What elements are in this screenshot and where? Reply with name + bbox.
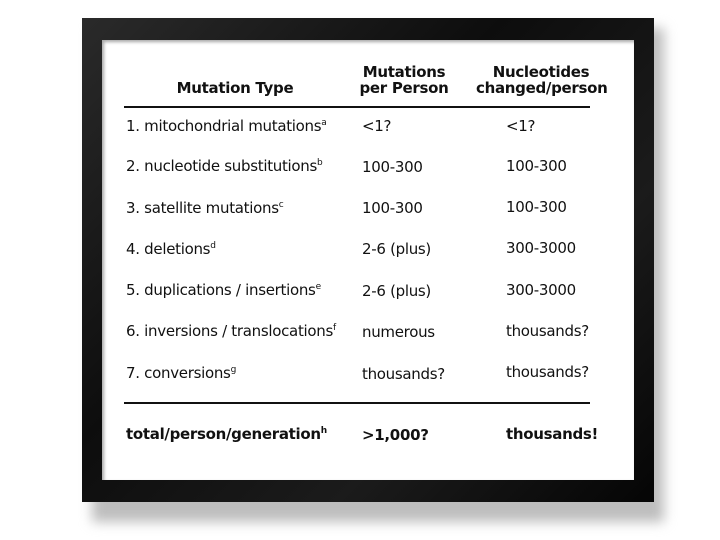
- table-row-mutations: 100-300: [362, 199, 423, 217]
- header-nucleotides-line2: changed/person: [476, 79, 608, 97]
- total-row-label: total/person/generation$^h$: [126, 425, 327, 443]
- table-row-nucleotides: 100-300: [506, 157, 567, 175]
- table-row-nucleotides: <1?: [506, 117, 536, 135]
- table-row-mutations: 2-6 (plus): [362, 282, 431, 300]
- table-row-mutations: numerous: [362, 323, 435, 341]
- header-mutations-line1: Mutations: [362, 63, 446, 81]
- header-nucleotides-line1: Nucleotides: [492, 63, 590, 81]
- total-row-mutations: >1,000?: [362, 426, 429, 444]
- table-row-label: 6. inversions / translocations$^f$: [126, 322, 336, 340]
- header-mutations-line2: per Person: [359, 79, 449, 97]
- table-row-mutations: 100-300: [362, 158, 423, 176]
- table-row-nucleotides: thousands?: [506, 363, 589, 381]
- table-row-label: 3. satellite mutations$^c$: [126, 199, 284, 217]
- table-row-label: 5. duplications / insertions$^e$: [126, 281, 321, 299]
- header-mutation-type: Mutation Type: [176, 79, 294, 97]
- total-divider: [124, 402, 590, 404]
- table-row-mutations: 2-6 (plus): [362, 240, 431, 258]
- table-row-nucleotides: thousands?: [506, 322, 589, 340]
- table-row-label: 4. deletions$^d$: [126, 240, 216, 258]
- table-row-mutations: thousands?: [362, 365, 445, 383]
- table-row-nucleotides: 300-3000: [506, 281, 576, 299]
- table-row-mutations: <1?: [362, 117, 392, 135]
- total-row-nucleotides: thousands!: [506, 425, 599, 443]
- header-divider: [124, 106, 590, 108]
- table-row-label: 1. mitochondrial mutations$^a$: [126, 117, 327, 135]
- table-row-nucleotides: 300-3000: [506, 239, 576, 257]
- table-row-label: 2. nucleotide substitutions$^b$: [126, 157, 323, 175]
- table-row-nucleotides: 100-300: [506, 198, 567, 216]
- table-row-label: 7. conversions$^g$: [126, 364, 236, 382]
